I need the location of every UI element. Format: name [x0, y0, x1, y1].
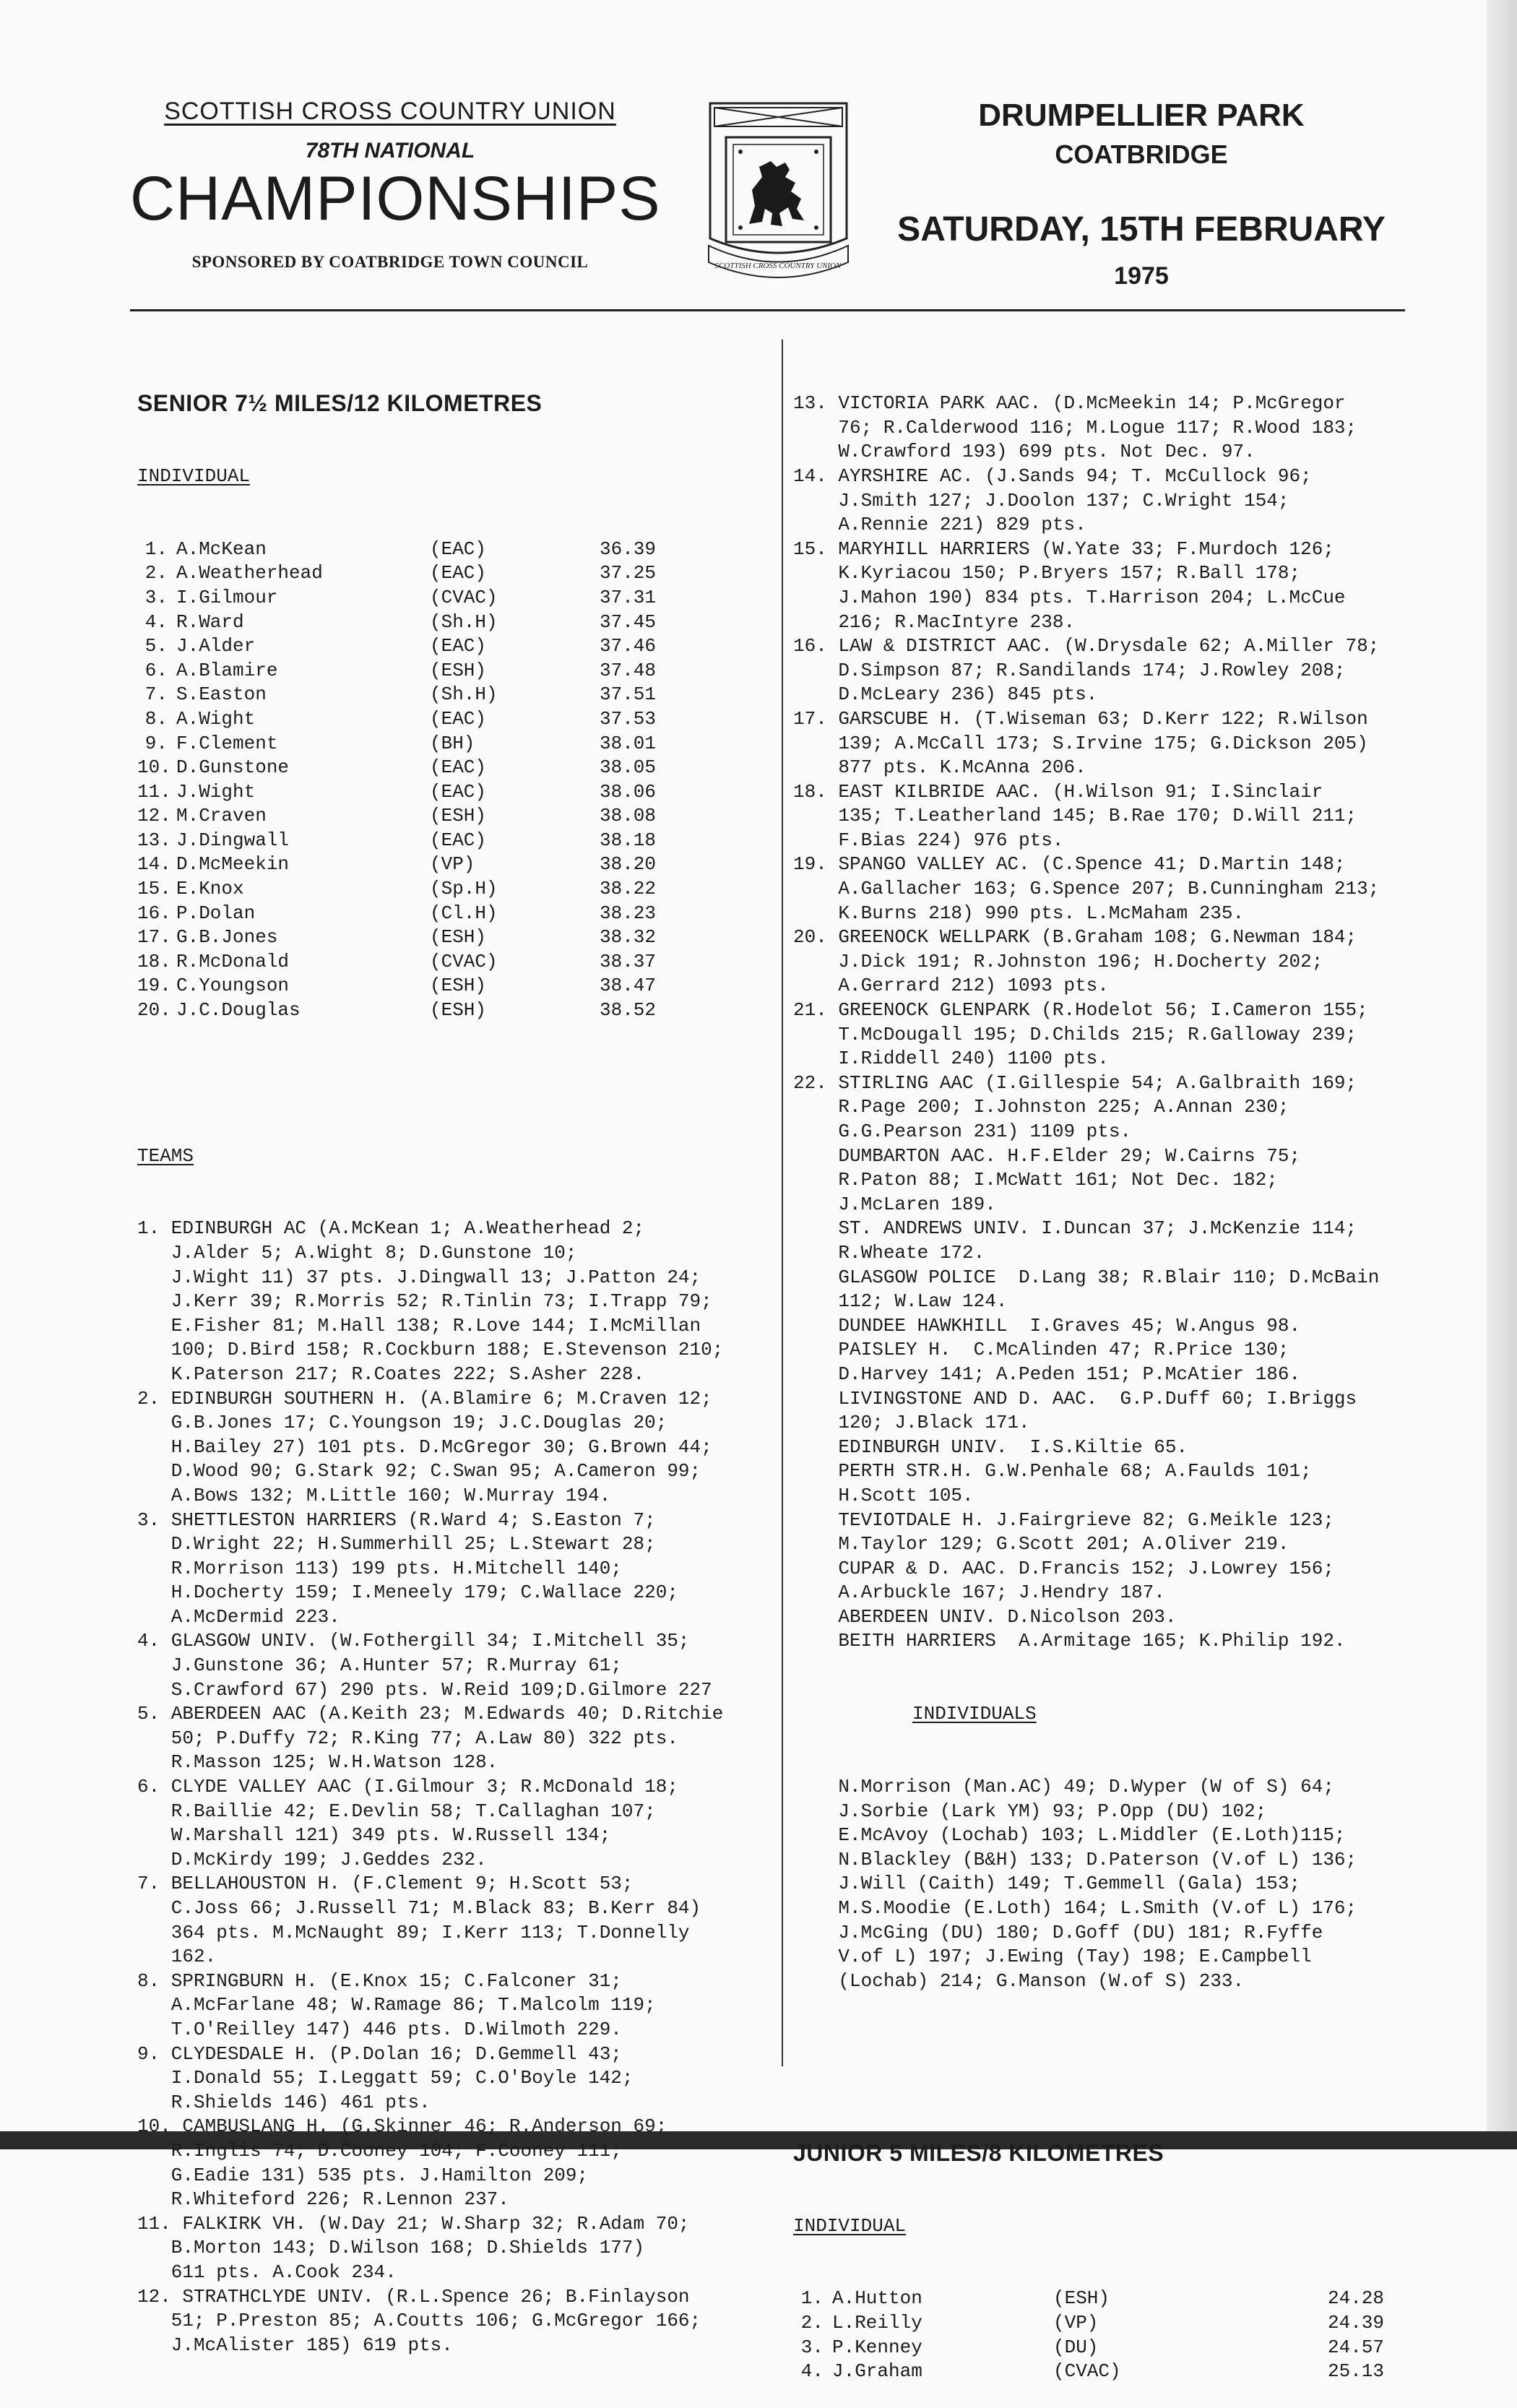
name: C.Youngson — [176, 975, 290, 997]
runner-name — [137, 877, 430, 902]
result-row — [793, 2311, 1483, 2336]
runner-name — [137, 950, 430, 975]
result-line: B.Morton 143; D.Wilson 168; D.Shields 177) — [137, 2237, 645, 2259]
runner-name — [137, 659, 430, 683]
result-line: (Lochab) 214; G.Manson (W.of S) 233. — [793, 1969, 1245, 1992]
result-line: A.Gallacher 163; G.Spence 207; B.Cunningham 213; — [793, 878, 1380, 900]
result-line: 22. STIRLING AAC (I.Gillespie 54; A.Galbraith 169; — [793, 1071, 1357, 1094]
finish-time: 38.20 — [600, 853, 657, 876]
runner-name — [137, 998, 430, 1023]
result-row — [137, 902, 773, 926]
result-row — [793, 2336, 1483, 2360]
position: 7. — [144, 683, 168, 706]
result-line: EDINBURGH UNIV. I.S.Kiltie 65. — [793, 1436, 1188, 1458]
result-row — [137, 634, 773, 659]
result-line: D.Wood 90; G.Stark 92; C.Swan 95; A.Cameron 99; — [137, 1460, 701, 1483]
result-line: A.Gerrard 212) 1093 pts. — [793, 975, 1109, 997]
result-line: H.Bailey 27) 101 pts. D.McGregor 30; G.Brown 44; — [137, 1436, 712, 1458]
result-row — [137, 683, 773, 707]
result-line: 112; W.Law 124. — [793, 1290, 1008, 1313]
position: 4. — [144, 610, 168, 633]
finish-time: 38.47 — [600, 975, 657, 997]
result-line: A.McDermid 223. — [137, 1605, 340, 1628]
position: 6. — [144, 659, 168, 681]
team-results-right — [793, 392, 1483, 1654]
result-line: BEITH HARRIERS A.Armitage 165; K.Philip 192. — [793, 1630, 1346, 1652]
result-line: 135; T.Leatherland 145; B.Rae 170; D.Will 211; — [793, 805, 1357, 827]
header-left — [130, 98, 661, 272]
result-line: GLASGOW POLICE D.Lang 38; R.Blair 110; D.McBain — [793, 1266, 1380, 1288]
result-line: 12. STRATHCLYDE UNIV. (R.L.Spence 26; B.Finlayson — [137, 2285, 690, 2308]
runner-name — [137, 902, 430, 926]
result-line: J.McGing (DU) 180; D.Goff (DU) 181; R.Fyffe — [793, 1921, 1323, 1943]
result-line: R.Masson 125; W.H.Watson 128. — [137, 1751, 498, 1774]
runner-name — [137, 707, 430, 732]
result-line: 877 pts. K.McAnna 206. — [793, 756, 1086, 779]
name: A.Weatherhead — [176, 562, 323, 584]
result-line: 100; D.Bird 158; R.Cockburn 188; E.Stevenson 210; — [137, 1339, 724, 1361]
name: F.Clement — [176, 732, 278, 754]
result-line: N.Blackley (B&H) 133; D.Paterson (V.of L) 136; — [793, 1848, 1357, 1870]
name: A.Hutton — [832, 2287, 922, 2310]
club: (CVAC) — [1053, 2360, 1121, 2383]
result-line: 364 pts. M.McNaught 89; I.Kerr 113; T.Donnelly — [137, 1921, 690, 1943]
name: A.Wight — [176, 707, 256, 730]
finish-time: 24.57 — [1328, 2336, 1385, 2358]
club: (VP) — [1053, 2311, 1099, 2334]
result-line: 13. VICTORIA PARK AAC. (D.McMeekin 14; P.McGregor — [793, 392, 1346, 415]
runner-name — [137, 538, 430, 562]
club: (ESH) — [430, 999, 487, 1022]
result-row — [137, 950, 773, 975]
runner-name — [137, 804, 430, 829]
position: 13. — [137, 829, 171, 851]
finish-time: 36.39 — [600, 538, 657, 560]
result-line: 14. AYRSHIRE AC. (J.Sands 94; T. McCullock 96; — [793, 465, 1312, 487]
result-row — [137, 561, 773, 586]
result-line: CUPAR & D. AAC. D.Francis 152; J.Lowrey 156; — [793, 1557, 1334, 1579]
runner-name — [137, 974, 430, 998]
result-line: DUMBARTON AAC. H.F.Elder 29; W.Cairns 75; — [793, 1144, 1301, 1167]
club: (CVAC) — [430, 950, 498, 972]
result-row — [137, 659, 773, 683]
result-line: E.McAvoy (Lochab) 103; L.Middler (E.Loth)115; — [793, 1824, 1346, 1847]
club: (EAC) — [430, 756, 487, 779]
finish-time: 37.31 — [600, 586, 657, 608]
result-line: DUNDEE HAWKHILL I.Graves 45; W.Angus 98. — [793, 1314, 1301, 1337]
name: J.Wight — [176, 780, 256, 803]
club: (EAC) — [430, 780, 487, 803]
name: J.Alder — [176, 635, 256, 657]
result-line: A.Rennie 221) 829 pts. — [793, 514, 1086, 536]
result-line: K.Burns 218) 990 pts. L.McMaham 235. — [793, 902, 1245, 924]
result-row — [793, 2287, 1483, 2311]
name: P.Dolan — [176, 902, 256, 924]
club: (ESH) — [1053, 2287, 1110, 2310]
result-line: R.Page 200; I.Johnston 225; A.Annan 230; — [793, 1096, 1289, 1118]
club: (VP) — [430, 853, 475, 876]
club: (Cl.H) — [430, 902, 498, 924]
name: A.McKean — [176, 538, 267, 560]
runner-name — [137, 732, 430, 756]
position: 8. — [144, 707, 168, 730]
position: 15. — [137, 878, 171, 900]
result-line: K.Kyriacou 150; P.Bryers 157; R.Ball 178; — [793, 562, 1301, 584]
runner-name — [793, 2287, 1053, 2311]
result-row — [137, 998, 773, 1023]
result-row — [137, 610, 773, 635]
runner-name — [137, 829, 430, 853]
spacer — [793, 2042, 1483, 2093]
finish-time: 38.37 — [600, 950, 657, 972]
result-line: 120; J.Black 171. — [793, 1412, 1030, 1434]
position: 2. — [800, 2311, 824, 2334]
position: 16. — [137, 902, 171, 924]
result-line: D.Wright 22; H.Summerhill 25; L.Stewart 28; — [137, 1533, 656, 1555]
club: (ESH) — [430, 805, 487, 827]
result-line: R.Baillie 42; E.Devlin 58; T.Callaghan 107; — [137, 1800, 656, 1822]
event-date: SATURDAY, 15TH FEBRUARY — [897, 210, 1386, 249]
result-line: G.G.Pearson 231) 1109 pts. — [793, 1121, 1132, 1142]
result-line: A.Arbuckle 167; J.Hendry 187. — [793, 1581, 1165, 1604]
result-line: R.Whiteford 226; R.Lennon 237. — [137, 2188, 509, 2211]
club: (DU) — [1053, 2336, 1099, 2358]
finish-time: 24.39 — [1328, 2311, 1385, 2334]
result-line: J.Kerr 39; R.Morris 52; R.Tinlin 73; I.Trapp 79; — [137, 1290, 712, 1313]
finish-time: 25.13 — [1328, 2360, 1385, 2383]
result-line: R.Inglis 74; D.Cooney 104; F.Cooney 111; — [137, 2139, 622, 2162]
runner-name — [793, 2336, 1053, 2360]
result-line: G.B.Jones 17; C.Youngson 19; J.C.Douglas 20; — [137, 1412, 667, 1434]
result-line: I.Donald 55; I.Leggatt 59; C.O'Boyle 142; — [137, 2067, 634, 2089]
result-line: E.Fisher 81; M.Hall 138; R.Love 144; I.McMillan — [137, 1314, 701, 1337]
result-line: G.Eadie 131) 535 pts. J.Hamilton 209; — [137, 2164, 589, 2186]
runner-name — [793, 2311, 1053, 2336]
result-line: ABERDEEN UNIV. D.Nicolson 203. — [793, 1605, 1177, 1628]
name: I.Gilmour — [176, 586, 278, 608]
programme-header — [0, 0, 1517, 318]
result-line: 11. FALKIRK VH. (W.Day 21; W.Sharp 32; R.Adam 70; — [137, 2212, 690, 2235]
runner-name — [793, 2360, 1053, 2384]
result-line: 611 pts. A.Cook 234. — [137, 2261, 397, 2283]
result-line: J.McAlister 185) 619 pts. — [137, 2334, 453, 2356]
result-line: M.S.Moodie (E.Loth) 164; L.Smith (V.of L) 176; — [793, 1897, 1357, 1919]
club: (BH) — [430, 732, 475, 754]
runner-name — [137, 634, 430, 659]
runner-name — [137, 683, 430, 707]
result-line: LIVINGSTONE AND D. AAC. G.P.Duff 60; I.Briggs — [793, 1387, 1357, 1410]
result-line: 139; A.McCall 173; S.Irvine 175; G.Dickson 205) — [793, 732, 1368, 754]
finish-time: 24.28 — [1328, 2287, 1385, 2310]
finish-time: 37.48 — [600, 659, 657, 681]
page-edge — [1487, 0, 1517, 2149]
result-row — [793, 2360, 1483, 2384]
result-line: A.Bows 132; M.Little 160; W.Murray 194. — [137, 1484, 611, 1506]
result-line: ST. ANDREWS UNIV. I.Duncan 37; J.McKenzie 114; — [793, 1217, 1357, 1240]
finish-time: 38.32 — [600, 926, 657, 949]
runner-name — [137, 780, 430, 805]
finish-time: 37.46 — [600, 635, 657, 657]
result-line: K.Paterson 217; R.Coates 222; S.Asher 228. — [137, 1363, 645, 1385]
position: 20. — [137, 999, 171, 1022]
result-line: 9. CLYDESDALE H. (P.Dolan 16; D.Gemmell 43; — [137, 2042, 622, 2065]
team-results-left — [137, 1217, 773, 2357]
runner-name — [137, 610, 430, 635]
result-line: D.Harvey 141; A.Peden 151; P.McAtier 186. — [793, 1363, 1301, 1385]
name: D.Gunstone — [176, 756, 290, 779]
svg-text:SCOTTISH CROSS COUNTRY UNION: SCOTTISH CROSS COUNTRY UNION — [714, 262, 842, 270]
result-line: PERTH STR.H. G.W.Penhale 68; A.Faulds 101; — [793, 1460, 1312, 1483]
result-line: R.Wheate 172. — [793, 1241, 985, 1264]
position: 18. — [137, 950, 171, 972]
name: L.Reilly — [832, 2311, 922, 2334]
position: 19. — [137, 975, 171, 997]
result-line: T.McDougall 195; D.Childs 215; R.Galloway 239; — [793, 1023, 1357, 1045]
name: M.Craven — [176, 805, 267, 827]
result-line: A.McFarlane 48; W.Ramage 86; T.Malcolm 119; — [137, 1994, 656, 2016]
result-line: D.McKirdy 199; J.Geddes 232. — [137, 1848, 487, 1870]
individuals-label: INDIVIDUALS — [912, 1703, 1037, 1725]
club: (EAC) — [430, 538, 487, 560]
result-line: R.Shields 146) 461 pts. — [137, 2091, 431, 2113]
result-line: 15. MARYHILL HARRIERS (W.Yate 33; F.Murdoch 126; — [793, 538, 1334, 560]
result-line: 1. EDINBURGH AC (A.McKean 1; A.Weatherhead 2; — [137, 1217, 645, 1240]
finish-time: 38.23 — [600, 902, 657, 924]
result-line: R.Morrison 113) 199 pts. H.Mitchell 140; — [137, 1557, 622, 1579]
result-line: J.Dick 191; R.Johnston 196; H.Docherty 202; — [793, 950, 1323, 972]
result-line: 51; P.Preston 85; A.Coutts 106; G.McGregor 166; — [137, 2310, 701, 2332]
senior-individual-label: INDIVIDUAL — [137, 465, 251, 487]
result-line: J.Alder 5; A.Wight 8; D.Gunstone 10; — [137, 1241, 577, 1264]
finish-time: 38.52 — [600, 999, 657, 1022]
header-right — [867, 98, 1416, 290]
club: (Sp.H) — [430, 878, 498, 900]
finish-time: 38.05 — [600, 756, 657, 779]
finish-time: 38.08 — [600, 805, 657, 827]
result-line: 17. GARSCUBE H. (T.Wiseman 63; D.Kerr 122; R.Wilson — [793, 707, 1368, 730]
union-crest-logo — [704, 98, 852, 282]
name: P.Kenney — [832, 2336, 922, 2358]
senior-individual-results — [137, 538, 773, 1023]
position: 3. — [800, 2336, 824, 2358]
page-title: CHAMPIONSHIPS — [130, 164, 661, 233]
finish-time: 37.25 — [600, 562, 657, 584]
position: 17. — [137, 926, 171, 949]
result-line: 3. SHETTLESTON HARRIERS (R.Ward 4; S.Easton 7; — [137, 1509, 656, 1531]
result-line: I.Riddell 240) 1100 pts. — [793, 1048, 1109, 1070]
position: 14. — [137, 853, 171, 876]
result-row — [137, 586, 773, 610]
result-line: 5. ABERDEEN AAC (A.Keith 23; M.Edwards 40; D.Ritchie — [137, 1703, 724, 1725]
spacer — [137, 1071, 773, 1096]
position: 5. — [144, 635, 168, 657]
result-row — [137, 804, 773, 829]
finish-time: 37.45 — [600, 610, 657, 633]
result-line: D.McLeary 236) 845 pts. — [793, 683, 1098, 706]
result-line: 16. LAW & DISTRICT AAC. (W.Drysdale 62; A.Miller 78; — [793, 635, 1380, 657]
result-line: N.Morrison (Man.AC) 49; D.Wyper (W of S) 64; — [793, 1776, 1334, 1798]
result-line: H.Docherty 159; I.Meneely 179; C.Wallace 220; — [137, 1581, 678, 1604]
finish-time: 37.53 — [600, 707, 657, 730]
result-line: 6. CLYDE VALLEY AAC (I.Gilmour 3; R.McDonald 18; — [137, 1776, 678, 1798]
finish-time: 38.18 — [600, 829, 657, 851]
position: 12. — [137, 805, 171, 827]
club: (EAC) — [430, 635, 487, 657]
unattached-individuals — [793, 1775, 1483, 1993]
result-row — [137, 829, 773, 853]
name: S.Easton — [176, 683, 267, 706]
result-line: W.Marshall 121) 349 pts. W.Russell 134; — [137, 1824, 611, 1847]
position: 4. — [800, 2360, 824, 2383]
club: (EAC) — [430, 562, 487, 584]
result-line: 2. EDINBURGH SOUTHERN H. (A.Blamire 6; M.Craven 12; — [137, 1387, 712, 1410]
name: J.Graham — [832, 2360, 922, 2383]
finish-time: 38.22 — [600, 878, 657, 900]
name: G.B.Jones — [176, 926, 278, 949]
position: 9. — [144, 732, 168, 754]
event-year: 1975 — [1114, 262, 1169, 290]
junior-individual-results — [793, 2287, 1483, 2383]
result-line: H.Scott 105. — [793, 1484, 974, 1506]
result-line: 50; P.Duffy 72; R.King 77; A.Law 80) 322 pts. — [137, 1727, 678, 1749]
result-row — [137, 732, 773, 756]
club: (Sh.H) — [430, 683, 498, 706]
runner-name — [137, 853, 430, 877]
result-line: J.McLaren 189. — [793, 1193, 996, 1215]
result-line: 10. CAMBUSLANG H. (G.Skinner 46; R.Anderson 69; — [137, 2115, 667, 2138]
name: J.Dingwall — [176, 829, 290, 851]
edition: 78TH NATIONAL — [305, 139, 475, 163]
column-divider — [782, 340, 783, 2066]
club: (ESH) — [430, 659, 487, 681]
name: R.McDonald — [176, 950, 290, 972]
result-line: J.Wight 11) 37 pts. J.Dingwall 13; J.Patton 24; — [137, 1266, 701, 1288]
result-line: C.Joss 66; J.Russell 71; M.Black 83; B.Kerr 84) — [137, 1897, 701, 1919]
position: 1. — [800, 2287, 824, 2310]
result-line: F.Bias 224) 976 pts. — [793, 829, 1064, 851]
result-line: 20. GREENOCK WELLPARK (B.Graham 108; G.Newman 184; — [793, 926, 1357, 949]
runner-name — [137, 925, 430, 950]
result-line: 8. SPRINGBURN H. (E.Knox 15; C.Falconer 31; — [137, 1969, 622, 1992]
finish-time: 38.06 — [600, 780, 657, 803]
result-line: J.Smith 127; J.Doolon 137; C.Wright 154; — [793, 489, 1289, 512]
result-line: 7. BELLAHOUSTON H. (F.Clement 9; H.Scott 53; — [137, 1873, 634, 1895]
venue: DRUMPELLIER PARK — [978, 98, 1305, 133]
position: 10. — [137, 756, 171, 779]
result-line: J.Sorbie (Lark YM) 93; P.Opp (DU) 102; — [793, 1800, 1267, 1822]
result-row — [137, 925, 773, 950]
club: (ESH) — [430, 926, 487, 949]
runner-name — [137, 586, 430, 610]
result-line: 18. EAST KILBRIDE AAC. (H.Wilson 91; I.Sinclair — [793, 780, 1323, 803]
name: E.Knox — [176, 878, 244, 900]
position: 2. — [144, 562, 168, 584]
union-name: SCOTTISH CROSS COUNTRY UNION — [164, 98, 616, 125]
senior-heading: SENIOR 7½ MILES/12 KILOMETRES — [137, 390, 543, 417]
result-line: J.Mahon 190) 834 pts. T.Harrison 204; L.McCue — [793, 586, 1346, 608]
runner-name — [137, 756, 430, 780]
junior-individual-label: INDIVIDUAL — [793, 2214, 907, 2237]
result-line: D.Simpson 87; R.Sandilands 174; J.Rowley 208; — [793, 659, 1346, 681]
position: 11. — [137, 780, 171, 803]
name: R.Ward — [176, 610, 244, 633]
result-row — [137, 780, 773, 805]
result-line: S.Crawford 67) 290 pts. W.Reid 109;D.Gilmore 227 — [137, 1678, 712, 1701]
result-line: 76; R.Calderwood 116; M.Logue 117; R.Wood 183; — [793, 416, 1357, 439]
result-line: 162. — [137, 1946, 217, 1968]
result-line: 216; R.MacIntyre 238. — [793, 610, 1076, 633]
runner-name — [137, 561, 430, 586]
result-line: 4. GLASGOW UNIV. (W.Fothergill 34; I.Mitchell 35; — [137, 1630, 690, 1652]
result-row — [137, 877, 773, 902]
left-column — [137, 343, 773, 2382]
result-line: 21. GREENOCK GLENPARK (R.Hodelot 56; I.Cameron 155; — [793, 999, 1368, 1022]
result-row — [137, 707, 773, 732]
name: A.Blamire — [176, 659, 278, 681]
name: D.McMeekin — [176, 853, 290, 876]
club: (Sh.H) — [430, 610, 498, 633]
result-line: R.Paton 88; I.McWatt 161; Not Dec. 182; — [793, 1169, 1278, 1191]
teams-label: TEAMS — [137, 1144, 194, 1167]
result-row — [137, 538, 773, 562]
result-line: W.Crawford 193) 699 pts. Not Dec. 97. — [793, 441, 1255, 463]
result-line: M.Taylor 129; G.Scott 201; A.Oliver 219. — [793, 1533, 1289, 1555]
result-line: T.O'Reilley 147) 446 pts. D.Wilmoth 229. — [137, 2018, 622, 2040]
club: (EAC) — [430, 829, 487, 851]
result-row — [137, 853, 773, 877]
result-line: 19. SPANGO VALLEY AC. (C.Spence 41; D.Martin 148; — [793, 853, 1346, 876]
result-line: J.Will (Caith) 149; T.Gemmell (Gala) 153; — [793, 1873, 1301, 1895]
right-column — [793, 343, 1483, 2408]
header-divider — [130, 309, 1405, 311]
result-line: V.of L) 197; J.Ewing (Tay) 198; E.Campbell — [793, 1946, 1312, 1968]
result-line: J.Gunstone 36; A.Hunter 57; R.Murray 61; — [137, 1654, 622, 1677]
junior-heading: JUNIOR 5 MILES/8 KILOMETRES — [793, 2139, 1164, 2166]
town: COATBRIDGE — [1055, 139, 1228, 169]
position: 3. — [144, 586, 168, 608]
club: (CVAC) — [430, 586, 498, 608]
result-line: PAISLEY H. C.McAlinden 47; R.Price 130; — [793, 1339, 1289, 1361]
club: (ESH) — [430, 975, 487, 997]
position: 1. — [144, 538, 168, 560]
result-line: TEVIOTDALE H. J.Fairgrieve 82; G.Meikle 123; — [793, 1509, 1334, 1531]
club: (EAC) — [430, 707, 487, 730]
finish-time: 37.51 — [600, 683, 657, 706]
name: J.C.Douglas — [176, 999, 301, 1022]
sponsor-line: SPONSORED BY COATBRIDGE TOWN COUNCIL — [191, 253, 589, 271]
result-row — [137, 974, 773, 998]
result-row — [137, 756, 773, 780]
finish-time: 38.01 — [600, 732, 657, 754]
